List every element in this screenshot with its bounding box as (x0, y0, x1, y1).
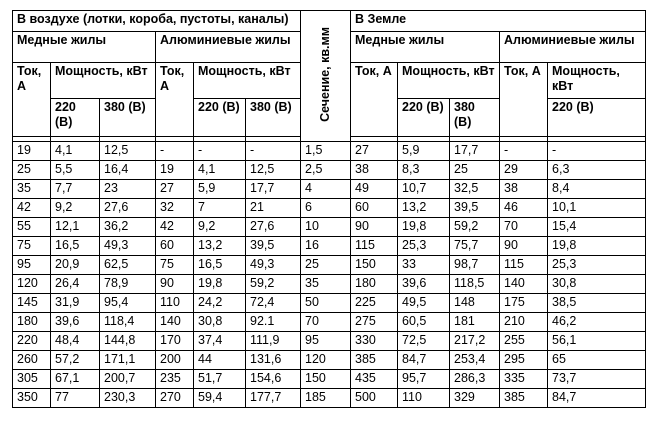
air-aluminum-380-cell: 49,3 (246, 256, 301, 275)
table-row (13, 332, 646, 351)
air-aluminum-220-cell: 9,2 (194, 218, 246, 237)
air-aluminum-380-cell: 12,5 (246, 161, 301, 180)
ground-copper-380-cell: 253,4 (450, 351, 500, 370)
air-aluminum-current-cell: 235 (156, 370, 194, 389)
ground-copper-current-cell: 275 (351, 313, 398, 332)
air-copper-220-header: 220 (В) (51, 99, 100, 137)
air-aluminum-220-cell: 5,9 (194, 180, 246, 199)
ground-copper-current-cell: 435 (351, 370, 398, 389)
ground-aluminum-current-cell: 385 (500, 389, 548, 408)
table-row (13, 256, 646, 275)
ground-copper-220-cell: 84,7 (398, 351, 450, 370)
air-header: В воздухе (лотки, короба, пустоты, каналы) (13, 11, 301, 32)
ground-aluminum-current-header: Ток, А (500, 63, 548, 137)
air-aluminum-power-header: Мощность, кВт (194, 63, 301, 99)
air-copper-220-cell: 77 (51, 389, 100, 408)
air-aluminum-current-cell: 200 (156, 351, 194, 370)
air-copper-380-cell: 36,2 (100, 218, 156, 237)
ground-aluminum-220-cell: 15,4 (548, 218, 646, 237)
ground-copper-220-cell: 72,5 (398, 332, 450, 351)
air-copper-380-cell: 12,5 (100, 142, 156, 161)
air-copper-220-cell: 4,1 (51, 142, 100, 161)
air-aluminum-220-cell: 51,7 (194, 370, 246, 389)
ground-copper-380-cell: 329 (450, 389, 500, 408)
section-cell: 50 (301, 294, 351, 313)
air-copper-header: Медные жилы (13, 32, 156, 63)
ground-aluminum-current-cell: 335 (500, 370, 548, 389)
ground-copper-current-cell: 150 (351, 256, 398, 275)
air-aluminum-220-cell: 19,8 (194, 275, 246, 294)
ground-copper-380-cell: 39,5 (450, 199, 500, 218)
ground-aluminum-220-cell: 56,1 (548, 332, 646, 351)
ground-copper-380-cell: 98,7 (450, 256, 500, 275)
ground-copper-220-cell: 13,2 (398, 199, 450, 218)
ground-aluminum-current-cell: 175 (500, 294, 548, 313)
air-aluminum-current-cell: 42 (156, 218, 194, 237)
ground-aluminum-220-cell: 10,1 (548, 199, 646, 218)
air-aluminum-220-cell: 24,2 (194, 294, 246, 313)
ground-copper-380-cell: 75,7 (450, 237, 500, 256)
air-copper-220-cell: 7,7 (51, 180, 100, 199)
air-copper-380-cell: 171,1 (100, 351, 156, 370)
ground-copper-current-cell: 49 (351, 180, 398, 199)
section-cell: 150 (301, 370, 351, 389)
air-copper-220-cell: 57,2 (51, 351, 100, 370)
air-copper-current-cell: 25 (13, 161, 51, 180)
ground-copper-220-cell: 8,3 (398, 161, 450, 180)
air-aluminum-380-cell: 111,9 (246, 332, 301, 351)
air-aluminum-220-cell: 7 (194, 199, 246, 218)
air-aluminum-current-cell: - (156, 142, 194, 161)
section-cell: 6 (301, 199, 351, 218)
ground-copper-220-header: 220 (В) (398, 99, 450, 137)
ground-aluminum-current-cell: 46 (500, 199, 548, 218)
table-row (13, 275, 646, 294)
air-copper-380-cell: 118,4 (100, 313, 156, 332)
ground-copper-220-cell: 110 (398, 389, 450, 408)
air-aluminum-220-cell: 37,4 (194, 332, 246, 351)
ground-copper-380-cell: 25 (450, 161, 500, 180)
air-aluminum-380-cell: 177,7 (246, 389, 301, 408)
ground-copper-current-cell: 27 (351, 142, 398, 161)
air-aluminum-current-cell: 19 (156, 161, 194, 180)
ground-copper-380-cell: 17,7 (450, 142, 500, 161)
section-cell: 70 (301, 313, 351, 332)
ground-aluminum-current-cell: 115 (500, 256, 548, 275)
ground-aluminum-220-cell: 84,7 (548, 389, 646, 408)
air-copper-current-cell: 145 (13, 294, 51, 313)
ground-aluminum-220-cell: 73,7 (548, 370, 646, 389)
air-copper-220-cell: 12,1 (51, 218, 100, 237)
air-aluminum-380-cell: 59,2 (246, 275, 301, 294)
ground-copper-current-cell: 180 (351, 275, 398, 294)
air-aluminum-current-cell: 110 (156, 294, 194, 313)
air-aluminum-220-header: 220 (В) (194, 99, 246, 137)
ground-copper-380-cell: 32,5 (450, 180, 500, 199)
section-cell: 16 (301, 237, 351, 256)
table-row (13, 180, 646, 199)
air-aluminum-220-cell: 44 (194, 351, 246, 370)
table-row (13, 199, 646, 218)
table-container (12, 10, 646, 408)
air-copper-current-cell: 35 (13, 180, 51, 199)
ground-aluminum-header: Алюминиевые жилы (500, 32, 646, 63)
ground-copper-220-cell: 39,6 (398, 275, 450, 294)
ground-copper-current-cell: 38 (351, 161, 398, 180)
air-aluminum-380-cell: 39,5 (246, 237, 301, 256)
air-aluminum-220-cell: 30,8 (194, 313, 246, 332)
ground-copper-220-cell: 95,7 (398, 370, 450, 389)
air-copper-380-cell: 27,6 (100, 199, 156, 218)
ground-copper-380-cell: 59,2 (450, 218, 500, 237)
air-aluminum-220-cell: 13,2 (194, 237, 246, 256)
air-copper-380-cell: 230,3 (100, 389, 156, 408)
air-copper-220-cell: 26,4 (51, 275, 100, 294)
table-row (13, 370, 646, 389)
ground-copper-220-cell: 60,5 (398, 313, 450, 332)
ground-aluminum-220-cell: 19,8 (548, 237, 646, 256)
ground-copper-220-cell: 33 (398, 256, 450, 275)
air-copper-380-cell: 200,7 (100, 370, 156, 389)
air-aluminum-380-cell: 27,6 (246, 218, 301, 237)
air-copper-220-cell: 9,2 (51, 199, 100, 218)
ground-copper-current-cell: 500 (351, 389, 398, 408)
ground-aluminum-220-cell: 65 (548, 351, 646, 370)
air-copper-380-cell: 23 (100, 180, 156, 199)
ground-aluminum-current-cell: 255 (500, 332, 548, 351)
ground-aluminum-current-cell: 29 (500, 161, 548, 180)
ground-aluminum-current-cell: - (500, 142, 548, 161)
air-aluminum-current-cell: 170 (156, 332, 194, 351)
air-copper-current-cell: 55 (13, 218, 51, 237)
air-copper-380-cell: 95,4 (100, 294, 156, 313)
ground-aluminum-220-cell: 25,3 (548, 256, 646, 275)
ground-aluminum-220-cell: 8,4 (548, 180, 646, 199)
ground-aluminum-220-cell: - (548, 142, 646, 161)
section-cell: 120 (301, 351, 351, 370)
ground-aluminum-220-cell: 46,2 (548, 313, 646, 332)
ground-copper-380-cell: 118,5 (450, 275, 500, 294)
ground-header: В Земле (351, 11, 646, 32)
air-copper-220-cell: 48,4 (51, 332, 100, 351)
ground-aluminum-220-cell: 38,5 (548, 294, 646, 313)
cable-power-table (12, 10, 646, 408)
air-aluminum-220-cell: 59,4 (194, 389, 246, 408)
section-cell: 185 (301, 389, 351, 408)
ground-copper-current-cell: 90 (351, 218, 398, 237)
air-copper-current-cell: 350 (13, 389, 51, 408)
table-row (13, 351, 646, 370)
section-cell: 25 (301, 256, 351, 275)
air-copper-220-cell: 31,9 (51, 294, 100, 313)
air-copper-220-cell: 67,1 (51, 370, 100, 389)
air-aluminum-380-cell: 92.1 (246, 313, 301, 332)
air-copper-current-cell: 75 (13, 237, 51, 256)
ground-copper-current-cell: 115 (351, 237, 398, 256)
ground-aluminum-current-cell: 295 (500, 351, 548, 370)
air-aluminum-220-cell: - (194, 142, 246, 161)
air-aluminum-current-cell: 32 (156, 199, 194, 218)
air-aluminum-380-cell: 154,6 (246, 370, 301, 389)
air-aluminum-current-cell: 75 (156, 256, 194, 275)
air-aluminum-380-cell: - (246, 142, 301, 161)
section-cell: 95 (301, 332, 351, 351)
ground-copper-power-header: Мощность, кВт (398, 63, 500, 99)
air-aluminum-current-cell: 90 (156, 275, 194, 294)
ground-copper-220-cell: 25,3 (398, 237, 450, 256)
air-copper-current-cell: 260 (13, 351, 51, 370)
ground-aluminum-current-cell: 70 (500, 218, 548, 237)
ground-aluminum-220-cell: 30,8 (548, 275, 646, 294)
air-copper-current-cell: 19 (13, 142, 51, 161)
air-aluminum-current-header: Ток, А (156, 63, 194, 137)
air-aluminum-220-cell: 4,1 (194, 161, 246, 180)
section-header-label: Сечение, кв.мм (318, 26, 333, 122)
ground-copper-header: Медные жилы (351, 32, 500, 63)
air-copper-380-cell: 49,3 (100, 237, 156, 256)
ground-copper-current-cell: 330 (351, 332, 398, 351)
ground-copper-380-header: 380 (В) (450, 99, 500, 137)
ground-copper-220-cell: 19,8 (398, 218, 450, 237)
ground-copper-current-cell: 60 (351, 199, 398, 218)
air-copper-power-header: Мощность, кВт (51, 63, 156, 99)
section-cell: 2,5 (301, 161, 351, 180)
air-aluminum-current-cell: 270 (156, 389, 194, 408)
table-row (13, 389, 646, 408)
table-row (13, 313, 646, 332)
ground-copper-380-cell: 217,2 (450, 332, 500, 351)
air-copper-current-cell: 180 (13, 313, 51, 332)
ground-aluminum-current-cell: 38 (500, 180, 548, 199)
ground-aluminum-220-cell: 6,3 (548, 161, 646, 180)
air-copper-current-cell: 42 (13, 199, 51, 218)
ground-aluminum-current-cell: 140 (500, 275, 548, 294)
table-row (13, 218, 646, 237)
ground-copper-current-cell: 225 (351, 294, 398, 313)
ground-copper-current-header: Ток, А (351, 63, 398, 137)
section-cell: 4 (301, 180, 351, 199)
ground-copper-220-cell: 10,7 (398, 180, 450, 199)
section-cell: 35 (301, 275, 351, 294)
air-copper-current-cell: 120 (13, 275, 51, 294)
air-aluminum-380-header: 380 (В) (246, 99, 301, 137)
air-copper-380-cell: 144,8 (100, 332, 156, 351)
air-aluminum-current-cell: 60 (156, 237, 194, 256)
air-copper-220-cell: 20,9 (51, 256, 100, 275)
air-copper-current-cell: 220 (13, 332, 51, 351)
air-copper-380-header: 380 (В) (100, 99, 156, 137)
air-aluminum-380-cell: 17,7 (246, 180, 301, 199)
table-row (13, 161, 646, 180)
air-copper-380-cell: 62,5 (100, 256, 156, 275)
air-aluminum-380-cell: 21 (246, 199, 301, 218)
table-row (13, 294, 646, 313)
air-aluminum-380-cell: 131,6 (246, 351, 301, 370)
section-cell: 10 (301, 218, 351, 237)
ground-copper-380-cell: 181 (450, 313, 500, 332)
air-aluminum-header: Алюминиевые жилы (156, 32, 301, 63)
ground-aluminum-220-header: 220 (В) (548, 99, 646, 137)
air-copper-current-cell: 95 (13, 256, 51, 275)
section-cell: 1,5 (301, 142, 351, 161)
ground-copper-220-cell: 5,9 (398, 142, 450, 161)
air-aluminum-current-cell: 140 (156, 313, 194, 332)
air-aluminum-current-cell: 27 (156, 180, 194, 199)
air-copper-current-cell: 305 (13, 370, 51, 389)
section-header (301, 11, 351, 142)
ground-copper-220-cell: 49,5 (398, 294, 450, 313)
ground-copper-current-cell: 385 (351, 351, 398, 370)
table-row (13, 237, 646, 256)
table-row (13, 142, 646, 161)
ground-aluminum-current-cell: 90 (500, 237, 548, 256)
ground-aluminum-power-header: Мощность, кВт (548, 63, 646, 99)
air-copper-220-cell: 5,5 (51, 161, 100, 180)
ground-copper-380-cell: 148 (450, 294, 500, 313)
air-copper-current-header: Ток, А (13, 63, 51, 137)
air-aluminum-380-cell: 72,4 (246, 294, 301, 313)
air-copper-220-cell: 39,6 (51, 313, 100, 332)
air-copper-220-cell: 16,5 (51, 237, 100, 256)
ground-copper-380-cell: 286,3 (450, 370, 500, 389)
air-copper-380-cell: 16,4 (100, 161, 156, 180)
air-aluminum-220-cell: 16,5 (194, 256, 246, 275)
air-copper-380-cell: 78,9 (100, 275, 156, 294)
ground-aluminum-current-cell: 210 (500, 313, 548, 332)
